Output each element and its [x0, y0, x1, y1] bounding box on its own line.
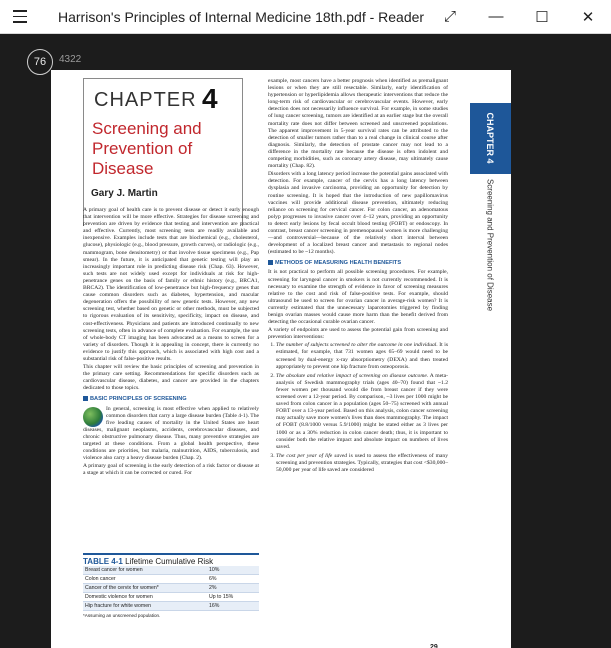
table-name: Lifetime Cumulative Risk	[125, 557, 214, 566]
section-heading-text: METHODS OF MEASURING HEALTH BENEFITS	[275, 260, 402, 267]
author-name: Gary J. Martin	[91, 188, 158, 199]
list-item	[276, 453, 448, 474]
intro-paragraph: A primary goal of health care is to prevent disease or detect it early enough that intervention will be more effective. Strategies for disease screening and prevention are driven by evidence that testing and intervention are practical and effective. Currently, most screening tests are readily available and inexpensive. Examples include tests that are biochemical (e.g., cholesterol, glucose), physiologic (e.g., blood pressure, growth curves), or radiologic (e.g., mammogram, bone densitometry) or that involve tissue specimens (e.g., Pap smear). In the future, it is anticipated that genetic testing will play an increasingly important role in predicting disease risk (Chap. 63). However, such tests are not widely used except for individuals at risk for high-penetrance genes on the basis of family or ethnic history (e.g., BRCA1, BRCA2). The identification of low-penetrance but high-frequency genes that cause common disorders such as diabetes, hypertension, and macular degeneration offers the possibility of new genetic tests. However, any new screening test, whether based on genetic or other methods, must be subjected to rigorous evaluation of its sensitivity, specificity, impact on disease, and cost-effectiveness. Physicians and patients are introduced continually to new screening tests, often in advance of complete evaluation. For example, the use of whole-body CT imaging has been advocated as a means to screen for a variety of disorders. Though it is appealing in concept, there is currently no evidence to justify this approach, which is associated with high cost and a substantial risk of false-positive results.	[83, 207, 259, 362]
section-bullet-icon	[83, 396, 88, 401]
chapter-title-line1: Screening and	[92, 119, 202, 138]
endpoint-list	[268, 342, 448, 474]
table-row	[83, 602, 259, 611]
table-title	[83, 553, 259, 566]
table-cell-value: 16%	[209, 603, 220, 609]
list-item-lead: The number of subjects screened to alter the outcome in one individual.	[276, 342, 438, 349]
list-item	[276, 342, 448, 370]
paragraph	[83, 406, 259, 463]
list-item	[276, 373, 448, 451]
table-row	[83, 584, 259, 593]
pdf-page	[51, 70, 511, 648]
author-bar	[83, 186, 243, 204]
table-cell-value: 6%	[209, 576, 217, 582]
paragraph: A variety of endpoints are used to assess the potential gain from screening and prevention interventions:	[268, 327, 448, 341]
paragraph: Disorders with a long latency period increase the potential gains associated with detection. For example, cancer of the cervix has a long latency between dysplasia and invasive carcinoma, providing an opportunity for detection by routine screening. It is hoped that the introduction of new papillomavirus vaccines will provide additional disease prevention, ultimately reducing reliance on screening for cervical cancer. For colon cancer, an adenomatous polyp progresses to invasive cancer over 4–12 years, providing an opportunity to detect early lesions by fecal occult blood testing (FOBT) or endoscopy. In contrast, breast cancer screening in premenopausal women is more challenging—and controversial—because of the relatively short interval between development of a localized breast cancer and metastasis to regional nodes (estimated to be ~12 months).	[268, 171, 448, 256]
document-viewer[interactable]	[0, 34, 611, 648]
section-heading	[268, 260, 448, 267]
left-text-column	[83, 207, 259, 478]
table-number: TABLE 4-1	[83, 557, 123, 566]
globe-icon	[83, 407, 103, 427]
section-bullet-icon	[268, 260, 273, 265]
minimize-button[interactable]: —	[488, 8, 504, 25]
table-cell-label: Hip fracture for white women	[85, 603, 152, 609]
chapter-number: 4	[202, 83, 218, 114]
table-cell-label: Domestic violence for women	[85, 594, 153, 600]
hamburger-menu-icon[interactable]	[0, 0, 40, 34]
table-row	[83, 566, 259, 575]
list-item-text: It is estimated, for example, that 731 women ages 65–69 would need to be screened by dual-energy x-ray absorptiometry (DEXA) and then treated appropriately to prevent one hip fracture from osteoporosis.	[276, 342, 448, 370]
window-title: Harrison's Principles of Internal Medicine 18th.pdf - Reader	[58, 8, 425, 25]
list-item-lead: The absolute and relative impact of screening on disease outcome.	[276, 372, 429, 379]
current-page-indicator[interactable]: 76	[27, 49, 53, 75]
chapter-title-line2: Prevention of Disease	[92, 139, 193, 178]
section-heading	[83, 396, 259, 403]
paragraph: This chapter will review the basic principles of screening and prevention in the primary care setting. Recommendations for specific disorders such as cardiovascular disease, diabetes, and cancer are provided in the chapters dedicated to those topics.	[83, 364, 259, 392]
title-bar	[0, 0, 611, 34]
table-cell-value: Up to 15%	[209, 594, 234, 600]
table-cell-label: Cancer of the cervix for women*	[85, 585, 159, 591]
table-row	[83, 575, 259, 584]
close-button[interactable]: ✕	[581, 8, 595, 26]
sidebar-chapter-label: CHAPTER 4	[485, 112, 495, 164]
paragraph: It is not practical to perform all possible screening procedures. For example, screening for laryngeal cancer in smokers is not currently recommended. It is necessary to examine the strength of evidence in favor of screening measures relative to the cost and risk of false-positive tests. For example, should ultrasound be used to screen for ovarian cancer in average-risk women? It is currently estimated that the unnecessary laparotomies triggered by finding benign ovarian masses would cause more harm than the benefit derived from detecting the occasional curable ovarian cancer.	[268, 269, 448, 326]
paragraph: example, most cancers have a better prognosis when identified as premalignant lesions or when they are still resectable. Similarly, early identification of hypertension or hyperlipidemia allows therapeutic interventions that reduce the long-term risk of cardiovascular or cerebrovascular events. However, early detection does not necessarily influence survival. For example, in some studies of lung cancer screening, tumors are identified at an earlier stage but the overall mortality rate does not differ between screened and unscreened populations. The apparent improvement in 5-year survival rates can be attributed to the detection of smaller tumors rather than to a real change in clinical course after diagnosis. Similarly, the detection of prostate cancer may not lead to a difference in the mortality rate because the disease is often indolent and competing morbidities, such as coronary artery disease, may ultimately cause mortality (Chap. 82).	[268, 78, 448, 170]
paragraph: A primary goal of screening is the early detection of a risk factor or disease at a stage at which it can be corrected or cured. For	[83, 463, 259, 477]
page-folio: 29	[430, 644, 438, 648]
table-row	[83, 593, 259, 602]
table-cell-label: Breast cancer for women	[85, 567, 143, 573]
chapter-word: CHAPTER	[94, 89, 197, 111]
total-pages-label: 4322	[59, 54, 82, 65]
table-footnote: *Assuming an unscreened population.	[83, 613, 161, 618]
table-cell-label: Colon cancer	[85, 576, 116, 582]
list-item-text: A meta-analysis of Swedish mammography trials (ages 40–70) found that ~1.2 fewer women per thousand would die from breast cancer if they were screened over a 12-year period. By comparison, ~3 lives per 1000 might be saved from colon cancer in a population (ages 50–75) screened with annual FOBT over a 13-year period. Based on this analysis, colon cancer screening may actually save more women's lives than does mammography. The impact of FOBT (8.8/1000 versus 5.9/1000) might be stated either as 3 lives per 1000 or as a 30% reduction in colon cancer death; thus, it is important to consider both the relative impact and absolute impact on numbers of lives saved.	[276, 372, 449, 450]
fullscreen-icon[interactable]: ⤢	[443, 8, 456, 25]
chapter-sidebar	[470, 70, 511, 648]
sidebar-chapter-title: Screening and Prevention of Disease	[485, 178, 495, 312]
section-heading-text: BASIC PRINCIPLES OF SCREENING	[90, 396, 187, 403]
list-item-lead: The cost per year of life saved	[276, 452, 348, 459]
right-text-column	[268, 78, 448, 476]
paragraph-text: In general, screening is most effective when applied to relatively common disorders that carry a large disease burden (Table 4-1). The five leading causes of mortality in the United States are heart diseases, malignant neoplasms, accidents, cerebrovascular diseases, and chronic obstructive pulmonary disease. Thus, many preventive strategies are targeted at these conditions. From a global health perspective, these conditions are priorities, but malaria, malnutrition, AIDS, tuberculosis, and violence also carry a heavy disease burden (Chap. 2).	[83, 405, 259, 462]
table-cell-value: 10%	[209, 567, 220, 573]
list-item-text: is used to assess the effectiveness of many screening and prevention strategies. Typically, strategies that cost <$30,000–50,000 per year of life saved are considered	[276, 452, 449, 473]
maximize-button[interactable]: ☐	[535, 8, 549, 26]
chapter-title	[92, 119, 242, 179]
table-cell-value: 2%	[209, 585, 217, 591]
table-4-1	[83, 553, 259, 618]
sidebar-divider	[470, 173, 511, 174]
